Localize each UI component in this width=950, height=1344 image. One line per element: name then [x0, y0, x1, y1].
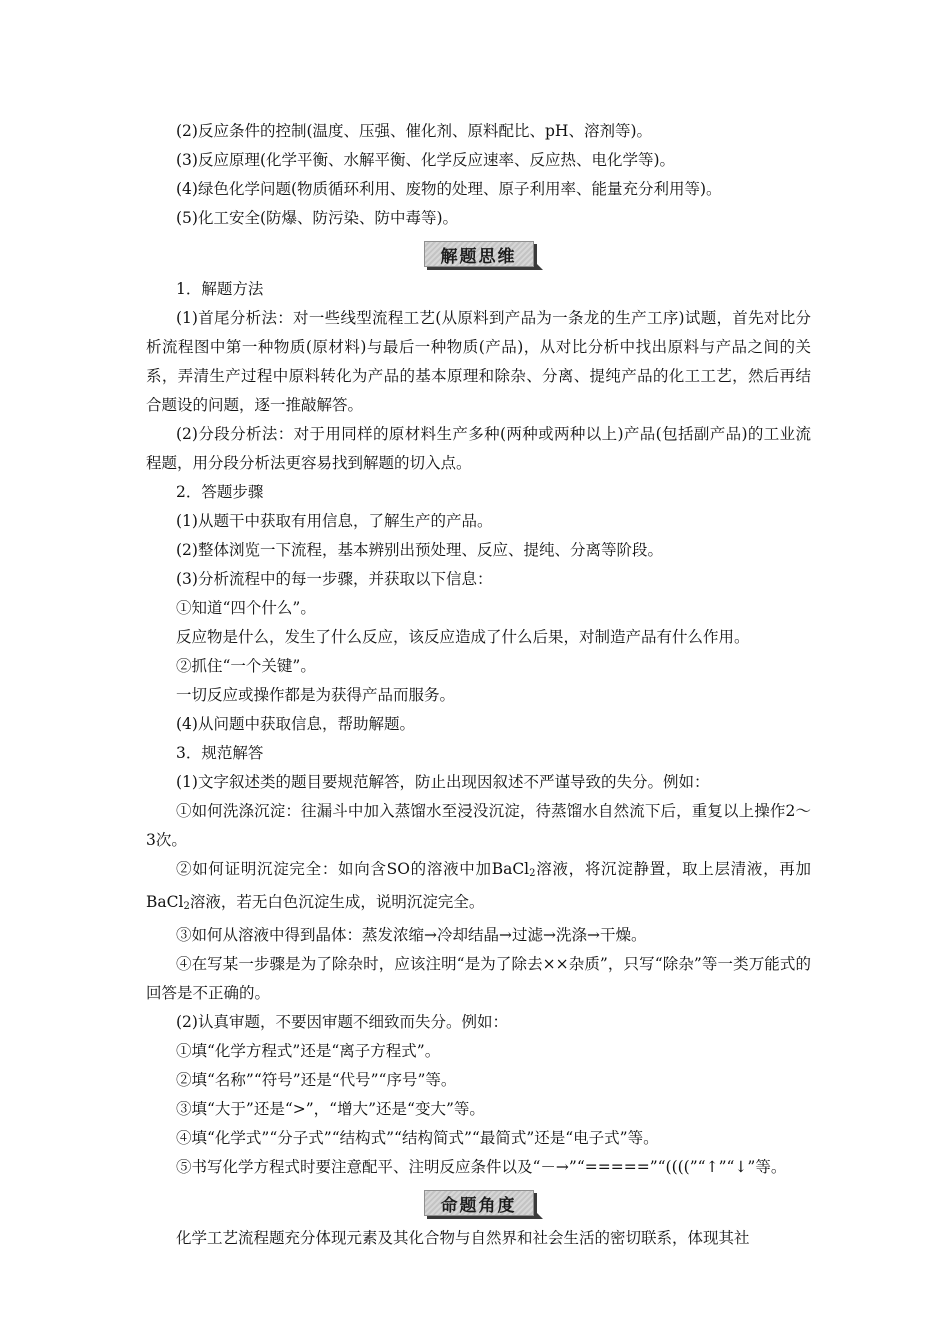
norm-heading: 3．规范解答	[176, 744, 264, 762]
closing-paragraph: 化学工艺流程题充分体现元素及其化合物与自然界和社会生活的密切联系，体现其社	[176, 1229, 750, 1247]
intro-item-4: (4)绿色化学问题(物质循环利用、废物的处理、原子利用率、能量充分利用等)。	[176, 180, 722, 198]
document-body	[146, 117, 811, 1253]
step-1: (1)从题干中获取有用信息，了解生产的产品。	[176, 512, 493, 530]
norm-paragraph-2: (2)认真审题，不要因审题不细致而失分。例如：	[176, 1013, 508, 1031]
step-3: (3)分析流程中的每一步骤，并获取以下信息：	[176, 570, 493, 588]
method-paragraph-1: (1)首尾分析法：对一些线型流程工艺(从原料到产品为一条龙的生产工序)试题，首先对比分析流程图中第一种物质(原材料)与最后一种物质(产品)，从对比分析中找出原料与产品之间的关系，弄清生产过程中原料转化为产品的基本原理和除杂、分离、提纯产品的化工工艺，然后再结合题设的问题，逐一推敲解答。	[146, 309, 811, 414]
norm-item-2b: ②填“名称”“符号”还是“代号”“序号”等。	[176, 1071, 457, 1089]
norm-item-1b-part2: 溶液，将沉淀静置，取上层清液，再加BaCl	[146, 860, 811, 911]
step-3b: ②抓住“一个关键”。	[176, 657, 316, 675]
norm-item-2a: ①填“化学方程式”还是“离子方程式”。	[176, 1042, 441, 1060]
norm-paragraph-1: (1)文字叙述类的题目要规范解答，防止出现因叙述不严谨导致的失分。例如：	[176, 773, 710, 791]
section-banner-question-angle: 命题角度	[424, 1190, 534, 1216]
step-4: (4)从问题中获取信息，帮助解题。	[176, 715, 415, 733]
section-banner-solving-thinking: 解题思维	[424, 241, 534, 267]
norm-item-1b-part1: ②如何证明沉淀完全：如向含SO的溶液中加BaCl	[176, 860, 530, 878]
intro-item-2: (2)反应条件的控制(温度、压强、催化剂、原料配比、pH、溶剂等)。	[176, 122, 652, 140]
step-2: (2)整体浏览一下流程，基本辨别出预处理、反应、提纯、分离等阶段。	[176, 541, 663, 559]
step-3b-text: 一切反应或操作都是为获得产品而服务。	[176, 686, 456, 704]
norm-item-2c: ③填“大于”还是“>”，“增大”还是“变大”等。	[176, 1100, 485, 1118]
subscript-2: 2	[529, 868, 536, 879]
norm-item-1b	[146, 855, 811, 921]
step-3a-text: 反应物是什么，发生了什么反应，该反应造成了什么后果，对制造产品有什么作用。	[176, 628, 750, 646]
step-3a: ①知道“四个什么”。	[176, 599, 316, 617]
intro-item-5: (5)化工安全(防爆、防污染、防中毒等)。	[176, 209, 459, 227]
steps-heading: 2．答题步骤	[176, 483, 264, 501]
method-paragraph-2: (2)分段分析法：对于用同样的原材料生产多种(两种或两种以上)产品(包括副产品)的工业流程题，用分段分析法更容易找到解题的切入点。	[146, 425, 811, 472]
section-banner-row	[146, 233, 811, 275]
norm-item-1b-part3: 溶液，若无白色沉淀生成，说明沉淀完全。	[189, 893, 485, 911]
norm-item-2e: ⑤书写化学方程式时要注意配平、注明反应条件以及“－→”“=====”“((((”“↑”“↓”等。	[176, 1158, 787, 1176]
section-banner-row	[146, 1182, 811, 1224]
norm-item-2d: ④填“化学式”“分子式”“结构式”“结构简式”“最简式”还是“电子式”等。	[176, 1129, 659, 1147]
norm-item-1a: ①如何洗涤沉淀：往漏斗中加入蒸馏水至浸没沉淀，待蒸馏水自然流下后，重复以上操作2～3次。	[146, 802, 811, 849]
method-heading: 1．解题方法	[176, 280, 264, 298]
norm-item-1d: ④在写某一步骤是为了除杂时，应该注明“是为了除去××杂质”，只写“除杂”等一类万能式的回答是不正确的。	[146, 955, 811, 1002]
intro-item-3: (3)反应原理(化学平衡、水解平衡、化学反应速率、反应热、电化学等)。	[176, 151, 676, 169]
subscript-2: 2	[183, 901, 190, 912]
norm-item-1c: ③如何从溶液中得到晶体：蒸发浓缩→冷却结晶→过滤→洗涤→干燥。	[176, 926, 647, 944]
